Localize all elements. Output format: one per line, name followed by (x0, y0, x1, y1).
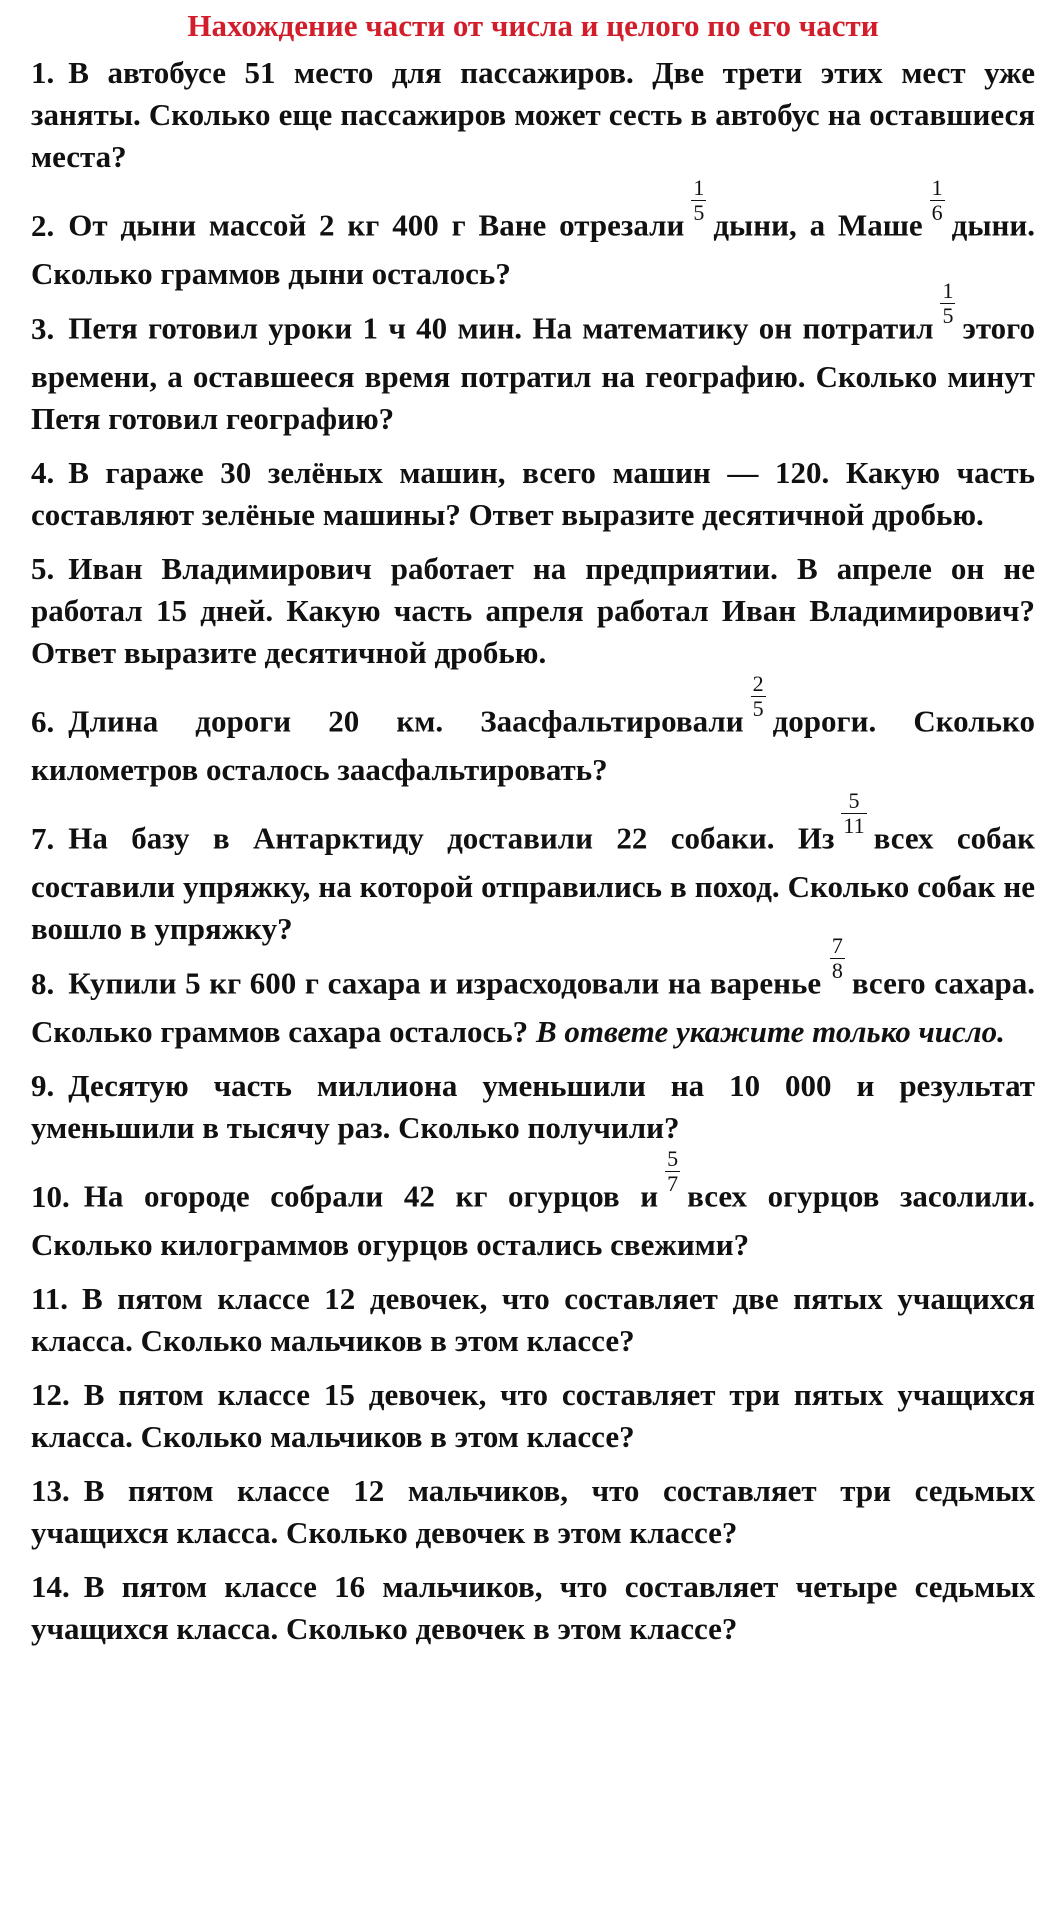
problem-text: всего сахара. Сколько граммов сахара осталось? (31, 965, 1035, 1049)
fraction-numerator: 1 (693, 175, 705, 200)
problem-text: Купили 5 кг 600 г сахара и израсходовали на варенье (68, 965, 822, 1001)
problem-text: Десятую часть миллиона уменьшили на 10 000 и результат уменьшили в тысячу раз. Сколько получили? (31, 1068, 1035, 1145)
problem-text: дороги. Сколько километров осталось заасфальтировать? (31, 703, 1036, 787)
problem-text: От дыни массой 2 кг 400 г Ване отрезали (68, 207, 685, 243)
problem-number: 10. (31, 1178, 70, 1214)
problem-text: всех огурцов засолили. Сколько килограммов огурцов остались свежими? (31, 1178, 1036, 1262)
fraction (940, 279, 955, 328)
problem-number: 11. (31, 1281, 69, 1316)
problem-6 (31, 671, 1036, 791)
problem-number: 14. (31, 1569, 70, 1604)
problem-number: 4. (31, 455, 55, 490)
problem-9 (31, 1065, 1035, 1149)
problem-11 (31, 1278, 1035, 1362)
problem-13 (31, 1470, 1035, 1554)
fraction-numerator: 1 (931, 175, 943, 200)
problem-number: 3. (31, 310, 55, 346)
problem-text: Длина дороги 20 км. Заасфальтировали (68, 703, 744, 739)
fraction (665, 1147, 680, 1196)
fraction-denominator: 11 (843, 813, 865, 838)
problem-text: В пятом классе 12 мальчиков, что составляет три седьмых учащихся класса. Сколько девочек в этом классе? (31, 1473, 1035, 1550)
problem-3 (31, 278, 1035, 440)
fraction (751, 672, 766, 721)
fraction-denominator: 6 (931, 200, 943, 225)
fraction-numerator: 7 (831, 933, 843, 958)
answer-instruction: В ответе укажите только число. (535, 1014, 1005, 1049)
problem-number: 12. (31, 1377, 70, 1412)
fraction-denominator: 5 (752, 696, 764, 721)
problem-7 (31, 788, 1035, 950)
fraction (830, 934, 845, 983)
problem-12 (31, 1374, 1035, 1458)
problem-number: 6. (31, 703, 55, 739)
problem-text: В автобусе 51 место для пассажиров. Две трети этих мест уже заняты. Сколько еще пассажиров может сесть в автобус на оставшиеся места? (31, 55, 1035, 174)
fraction-numerator: 5 (848, 788, 860, 813)
problem-text: В пятом классе 12 девочек, что составляет две пятых учащихся класса. Сколько мальчиков в этом классе? (31, 1281, 1035, 1358)
problem-text: Петя готовил уроки 1 ч 40 мин. На математику он потратил (68, 310, 934, 346)
fraction-numerator: 5 (667, 1146, 679, 1171)
problem-number: 9. (31, 1068, 55, 1103)
problem-text: На огороде собрали 42 кг огурцов и (83, 1178, 659, 1214)
problem-text: всех собак составили упряжку, на которой отправились в поход. Сколько собак не вошло в упряжку? (31, 820, 1035, 946)
problem-text: Иван Владимирович работает на предприятии. В апреле он не работал 15 дней. Какую часть апреля работал Иван Владимирович? Ответ выразите десятичной дробью. (31, 551, 1035, 670)
fraction-denominator: 7 (667, 1171, 679, 1196)
problem-8 (31, 933, 1035, 1053)
problem-text: На базу в Антарктиду доставили 22 собаки. Из (68, 820, 835, 856)
problem-text: дыни, а Маше (713, 207, 923, 243)
problem-10 (31, 1146, 1036, 1266)
fraction-numerator: 1 (942, 278, 954, 303)
problem-5 (31, 548, 1035, 674)
fraction (930, 176, 945, 225)
problem-text: В гараже 30 зелёных машин, всего машин — 120. Какую часть составляют зелёные машины? Ответ выразите десятичной дробью. (31, 455, 1035, 532)
fraction (691, 176, 706, 225)
problem-number: 2. (31, 207, 55, 243)
problem-number: 8. (31, 965, 55, 1001)
problem-number: 5. (31, 551, 55, 586)
fraction (841, 789, 866, 838)
problem-number: 13. (31, 1473, 70, 1508)
fraction-denominator: 5 (942, 303, 954, 328)
problem-14 (31, 1566, 1035, 1650)
problem-number: 1. (31, 55, 55, 90)
problem-text: В пятом классе 16 мальчиков, что составляет четыре седьмых учащихся класса. Сколько девочек в этом классе? (31, 1569, 1035, 1646)
problem-2 (31, 175, 1035, 295)
fraction-denominator: 8 (831, 958, 843, 983)
problem-1 (31, 52, 1035, 178)
problem-text: этого времени, а оставшееся время потратил на географию. Сколько минут Петя готовил географию? (31, 310, 1035, 436)
problem-number: 7. (31, 820, 55, 856)
problem-text: В пятом классе 15 девочек, что составляет три пятых учащихся класса. Сколько мальчиков в этом классе? (31, 1377, 1035, 1454)
page-title: Нахождение части от числа и целого по его части (187, 8, 879, 43)
problem-4 (31, 452, 1035, 536)
fraction-numerator: 2 (752, 671, 764, 696)
fraction-denominator: 5 (693, 200, 705, 225)
problem-text: дыни. Сколько граммов дыни осталось? (31, 207, 1035, 291)
